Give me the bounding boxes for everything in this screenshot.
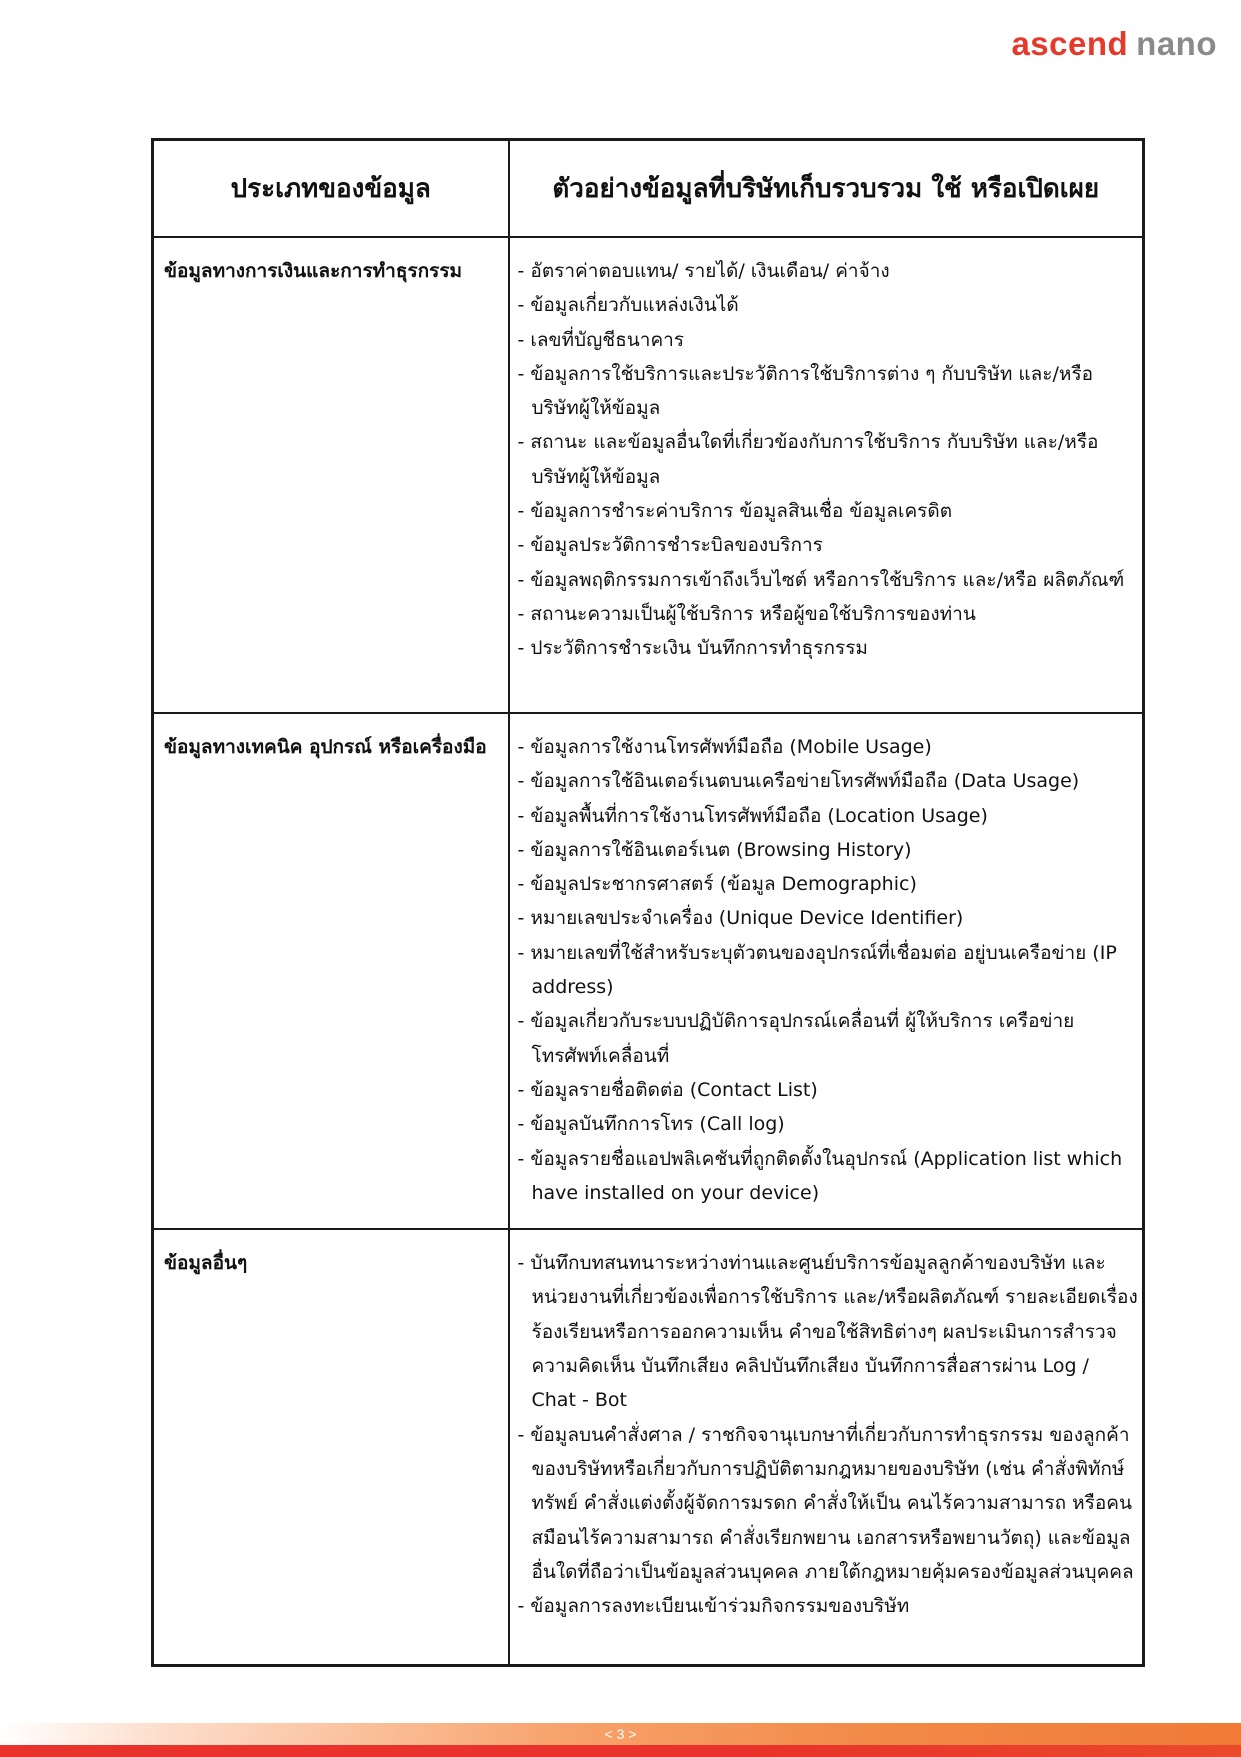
list-item: - ข้อมูลบนคำสั่งศาล / ราชกิจจานุเบกษาที่เกี่ยวกับการทำธุรกรรม ของลูกค้าของบริษัทหรือเกี่ยวกับการปฏิบัติตามกฎหมายของบริษัท (เช่น คำสั่งพิทักษ์ทรัพย์ คำสั่งแต่งตั้งผู้จัดการมรดก คำสั่งให้เป็น คนไร้ความสามารถ หรือคนสมือนไร้ความสามารถ คำสั่งเรียกพยาน เอกสารหรือพยานวัตถุ) และข้อมูลอื่นใดที่ถือว่าเป็นข้อมูลส่วนบุคคล ภายใต้กฎหมายคุ้มครองข้อมูลส่วนบุคคล bbox=[518, 1418, 1139, 1589]
table-row bbox=[153, 1229, 1144, 1665]
list-item: - อัตราค่าตอบแทน/ รายได้/ เงินเดือน/ ค่าจ้าง bbox=[518, 254, 1139, 288]
brand-logo bbox=[1011, 24, 1217, 64]
list-item: - ข้อมูลประชากรศาสตร์ (ข้อมูล Demographic) bbox=[518, 867, 1139, 901]
data-types-table bbox=[151, 138, 1145, 1667]
list-item: - ข้อมูลพฤติกรรมการเข้าถึงเว็บไซต์ หรือการใช้บริการ และ/หรือ ผลิตภัณฑ์ bbox=[518, 563, 1139, 597]
list-item: - ข้อมูลพื้นที่การใช้งานโทรศัพท์มือถือ (Location Usage) bbox=[518, 799, 1139, 833]
row-items-technical bbox=[509, 713, 1144, 1229]
table-row bbox=[153, 237, 1144, 713]
row-category-other: ข้อมูลอื่นๆ bbox=[153, 1229, 509, 1665]
list-item: - หมายเลขประจำเครื่อง (Unique Device Identifier) bbox=[518, 901, 1139, 935]
list-item: - ข้อมูลรายชื่อแอปพลิเคชันที่ถูกติดตั้งในอุปกรณ์ (Application list which have installed on your device) bbox=[518, 1142, 1139, 1211]
list-item: - ข้อมูลบันทึกการโทร (Call log) bbox=[518, 1107, 1139, 1141]
list-item: - ข้อมูลการใช้อินเตอร์เนต (Browsing History) bbox=[518, 833, 1139, 867]
row-items-financial bbox=[509, 237, 1144, 713]
table-row bbox=[153, 713, 1144, 1229]
brand-logo-part-ascend: ascend bbox=[1011, 25, 1129, 62]
list-item: - ข้อมูลการลงทะเบียนเข้าร่วมกิจกรรมของบริษัท bbox=[518, 1589, 1139, 1623]
header-data-type: ประเภทของข้อมูล bbox=[153, 140, 509, 238]
list-item: - ข้อมูลประวัติการชำระบิลของบริการ bbox=[518, 528, 1139, 562]
row-items-other bbox=[509, 1229, 1144, 1665]
header-data-examples: ตัวอย่างข้อมูลที่บริษัทเก็บรวบรวม ใช้ หรือเปิดเผย bbox=[509, 140, 1144, 238]
list-item: - บันทึกบทสนทนาระหว่างท่านและศูนย์บริการข้อมูลลูกค้าของบริษัท และหน่วยงานที่เกี่ยวข้องเพื่อการใช้บริการ และ/หรือผลิตภัณฑ์ รายละเอียดเรื่องร้องเรียนหรือการออกความเห็น คำขอใช้สิทธิต่างๆ ผลประเมินการสำรวจความคิดเห็น บันทึกเสียง คลิปบันทึกเสียง บันทึกการสื่อสารผ่าน Log / Chat - Bot bbox=[518, 1246, 1139, 1417]
list-item: - สถานะ และข้อมูลอื่นใดที่เกี่ยวข้องกับการใช้บริการ กับบริษัท และ/หรือบริษัทผู้ให้ข้อมูล bbox=[518, 425, 1139, 494]
list-item: - ข้อมูลการชำระค่าบริการ ข้อมูลสินเชื่อ ข้อมูลเครดิต bbox=[518, 494, 1139, 528]
list-item: - หมายเลขที่ใช้สำหรับระบุตัวตนของอุปกรณ์ที่เชื่อมต่อ อยู่บนเครือข่าย (IP address) bbox=[518, 936, 1139, 1005]
list-item: - ข้อมูลการใช้บริการและประวัติการใช้บริการต่าง ๆ กับบริษัท และ/หรือบริษัทผู้ให้ข้อมูล bbox=[518, 357, 1139, 426]
page-footer bbox=[0, 1723, 1241, 1757]
list-item: - สถานะความเป็นผู้ใช้บริการ หรือผู้ขอใช้บริการของท่าน bbox=[518, 597, 1139, 631]
list-item: - ข้อมูลการใช้อินเตอร์เนตบนเครือข่ายโทรศัพท์มือถือ (Data Usage) bbox=[518, 764, 1139, 798]
table-header-row bbox=[153, 140, 1144, 238]
page-number: < 3 > bbox=[604, 1726, 637, 1742]
item-list bbox=[518, 730, 1139, 1210]
list-item: - ข้อมูลเกี่ยวกับแหล่งเงินได้ bbox=[518, 288, 1139, 322]
row-category-financial: ข้อมูลทางการเงินและการทำธุรกรรม bbox=[153, 237, 509, 713]
list-item: - ข้อมูลเกี่ยวกับระบบปฏิบัติการอุปกรณ์เคลื่อนที่ ผู้ให้บริการ เครือข่ายโทรศัพท์เคลื่อนที่ bbox=[518, 1004, 1139, 1073]
row-category-technical: ข้อมูลทางเทคนิค อุปกรณ์ หรือเครื่องมือ bbox=[153, 713, 509, 1229]
brand-logo-part-nano: nano bbox=[1136, 25, 1217, 62]
list-item: - ข้อมูลรายชื่อติดต่อ (Contact List) bbox=[518, 1073, 1139, 1107]
footer-accent-bar bbox=[0, 1745, 1241, 1757]
list-item: - เลขที่บัญชีธนาคาร bbox=[518, 323, 1139, 357]
list-item: - ข้อมูลการใช้งานโทรศัพท์มือถือ (Mobile Usage) bbox=[518, 730, 1139, 764]
list-item: - ประวัติการชำระเงิน บันทึกการทำธุรกรรม bbox=[518, 631, 1139, 665]
item-list bbox=[518, 1246, 1139, 1623]
item-list bbox=[518, 254, 1139, 666]
